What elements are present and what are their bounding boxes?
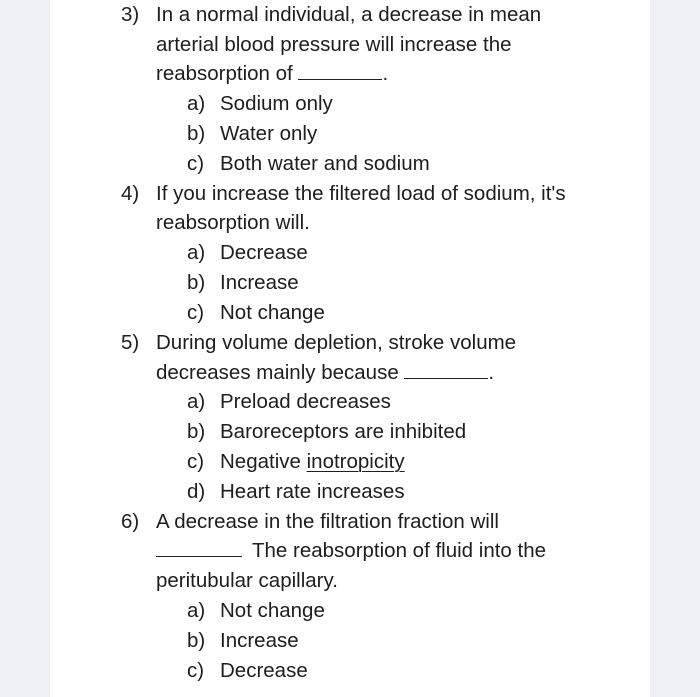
option-c — [187, 301, 325, 325]
question-text-fragment: decreases mainly because — [156, 361, 399, 384]
option-text: Increase — [220, 271, 299, 294]
option-text: Preload decreases — [220, 390, 391, 413]
option-text: Increase — [220, 629, 299, 652]
option-letter: c) — [187, 301, 205, 324]
option-letter: c) — [187, 450, 205, 473]
option-text: Not change — [220, 599, 325, 622]
option-b — [187, 420, 466, 444]
option-c — [187, 152, 430, 176]
question-text-fragment: reabsorption of — [156, 62, 293, 85]
blank-suffix: . — [488, 361, 495, 384]
option-letter: c) — [187, 152, 205, 175]
option-letter: a) — [187, 241, 206, 264]
option-a — [187, 241, 308, 265]
option-b — [187, 122, 317, 146]
question-number: 3) — [121, 3, 140, 26]
option-a — [187, 390, 391, 414]
answer-blank — [298, 63, 382, 80]
question-text-line: In a normal individual, a decrease in mean — [156, 3, 542, 26]
question-text-line: peritubular capillary. — [156, 569, 338, 592]
option-letter: a) — [187, 599, 206, 622]
option-text: Decrease — [220, 659, 308, 682]
option-letter: a) — [187, 390, 206, 413]
question-text-line: During volume depletion, stroke volume — [156, 331, 517, 354]
option-b — [187, 271, 299, 295]
blank-suffix: . — [382, 62, 389, 85]
answer-blank — [404, 362, 488, 379]
question-text-line: arterial blood pressure will increase the — [156, 33, 512, 56]
question-number: 6) — [121, 510, 140, 533]
question-text-line — [156, 62, 388, 86]
question-text-line — [156, 539, 546, 563]
option-text: Baroreceptors are inhibited — [220, 420, 467, 443]
option-text: Not change — [220, 301, 325, 324]
option-letter: b) — [187, 420, 206, 443]
option-letter: b) — [187, 629, 206, 652]
option-c — [187, 450, 405, 474]
option-b — [187, 629, 299, 653]
question-text-line: If you increase the filtered load of sodium, it's — [156, 182, 566, 205]
option-text: Heart rate increases — [220, 480, 405, 503]
option-letter: b) — [187, 122, 206, 145]
option-a — [187, 599, 325, 623]
option-letter: d) — [187, 480, 206, 503]
option-letter: c) — [187, 659, 205, 682]
answer-blank — [156, 540, 242, 557]
question-text-line: A decrease in the filtration fraction will — [156, 510, 499, 533]
option-text: Negative — [220, 450, 301, 473]
option-c — [187, 659, 308, 683]
question-number: 5) — [121, 331, 140, 354]
question-text-line — [156, 361, 494, 385]
option-letter: a) — [187, 92, 206, 115]
option-text: Sodium only — [220, 92, 333, 115]
option-letter: b) — [187, 271, 206, 294]
option-text-underlined: inotropicity — [306, 450, 405, 473]
document-page — [50, 0, 650, 697]
question-text-fragment: The reabsorption of fluid into the — [252, 539, 547, 562]
option-text: Both water and sodium — [220, 152, 430, 175]
question-number: 4) — [121, 182, 140, 205]
option-d — [187, 480, 405, 504]
question-text-line: reabsorption will. — [156, 211, 310, 234]
option-text: Decrease — [220, 241, 308, 264]
option-text: Water only — [220, 122, 318, 145]
option-a — [187, 92, 333, 116]
